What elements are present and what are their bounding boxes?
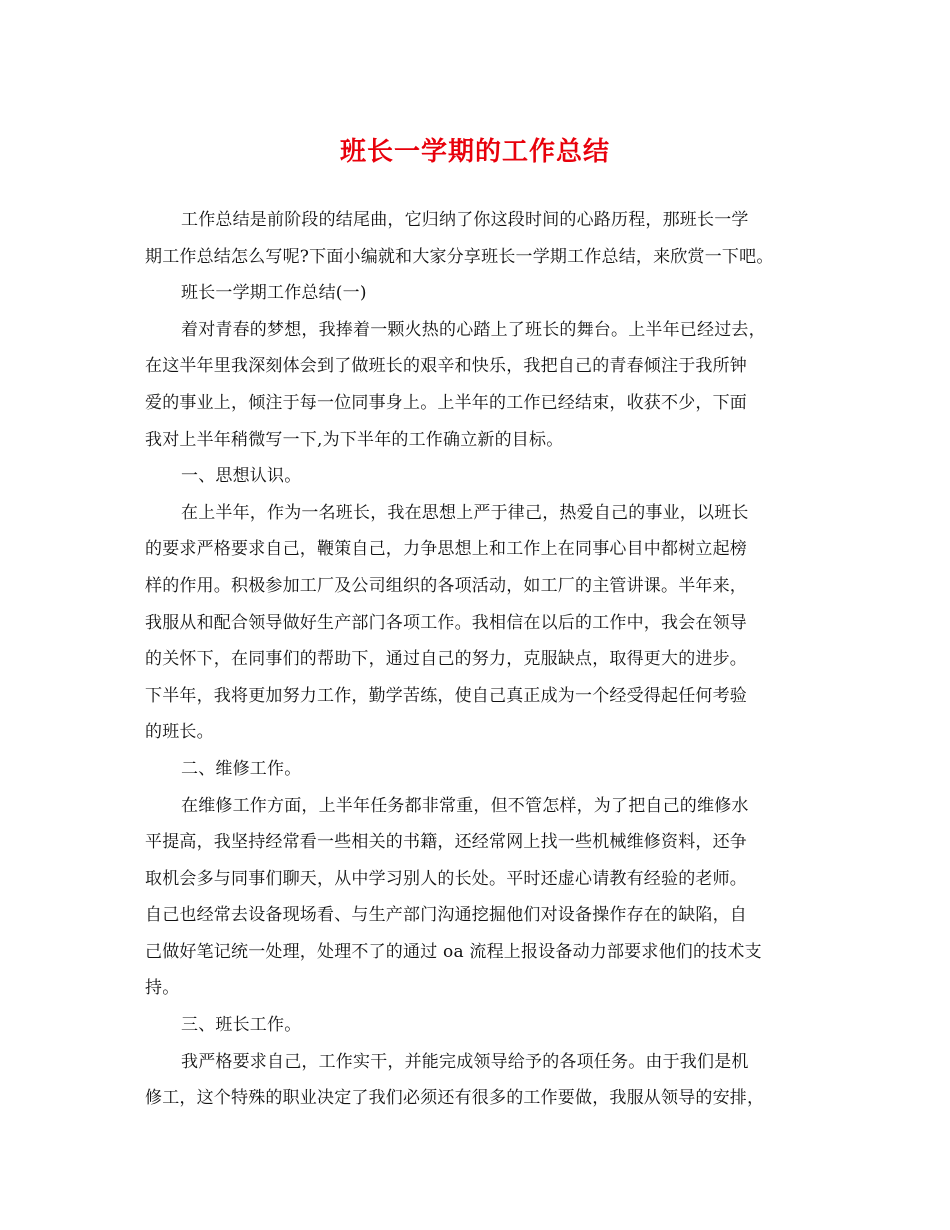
text-line: 持。: [145, 978, 180, 999]
text-line: 在上半年，作为一名班长，我在思想上严于律己，热爱自己的事业，以班长: [181, 502, 749, 523]
text-line: 在这半年里我深刻体会到了做班长的艰辛和快乐，我把自己的青春倾注于我所钟: [145, 356, 747, 377]
text-line: 三、班长工作。: [181, 1015, 302, 1036]
text-line: 班长一学期工作总结(一): [181, 283, 367, 304]
text-line: 在维修工作方面，上半年任务都非常重，但不管怎样，为了把自己的维修水: [181, 795, 749, 816]
text-line: 我对上半年稍微写一下,为下半年的工作确立新的目标。: [145, 429, 564, 450]
text-line: 平提高，我坚持经常看一些相关的书籍，还经常网上找一些机械维修资料，还争: [145, 832, 747, 853]
text-line: 自己也经常去设备现场看、与生产部门沟通挖掘他们对设备操作存在的缺陷，自: [145, 905, 747, 926]
text-line: 我严格要求自己，工作实干，并能完成领导给予的各项任务。由于我们是机: [181, 1051, 749, 1072]
text-line: 工作总结是前阶段的结尾曲，它归纳了你这段时间的心路历程，那班长一学: [181, 210, 749, 230]
text-line: 二、维修工作。: [181, 758, 302, 779]
text-line: 下半年，我将更加努力工作，勤学苦练，使自己真正成为一个经受得起任何考验: [145, 685, 747, 706]
text-line: 我服从和配合领导做好生产部门各项工作。我相信在以后的工作中，我会在领导: [145, 612, 747, 633]
text-line: 己做好笔记统一处理，处理不了的通过 oa 流程上报设备动力部要求他们的技术支: [145, 941, 762, 962]
document-title: 班长一学期的工作总结: [339, 137, 610, 167]
text-line: 的班长。: [145, 722, 214, 743]
text-line: 的关怀下，在同事们的帮助下，通过自己的努力，克服缺点，取得更大的进步。: [145, 649, 747, 670]
text-line: 期工作总结怎么写呢?下面小编就和大家分享班长一学期工作总结，来欣赏一下吧。: [145, 246, 774, 267]
text-line: 着对青春的梦想，我捧着一颗火热的心踏上了班长的舞台。上半年已经过去，: [181, 319, 766, 340]
text-line: 一、思想认识。: [181, 466, 302, 487]
text-line: 爱的事业上，倾注于每一位同事身上。上半年的工作已经结束，收获不少，下面: [145, 392, 747, 413]
text-line: 取机会多与同事们聊天，从中学习别人的长处。平时还虚心请教有经验的老师。: [145, 868, 747, 889]
document-body: [145, 202, 825, 1117]
text-line: 的要求严格要求自己，鞭策自己，力争思想上和工作上在同事心目中都树立起榜: [145, 539, 747, 560]
text-line: 样的作用。积极参加工厂及公司组织的各项活动，如工厂的主管讲课。半年来，: [145, 575, 747, 596]
text-line: 修工，这个特殊的职业决定了我们必须还有很多的工作要做，我服从领导的安排，: [145, 1088, 765, 1109]
